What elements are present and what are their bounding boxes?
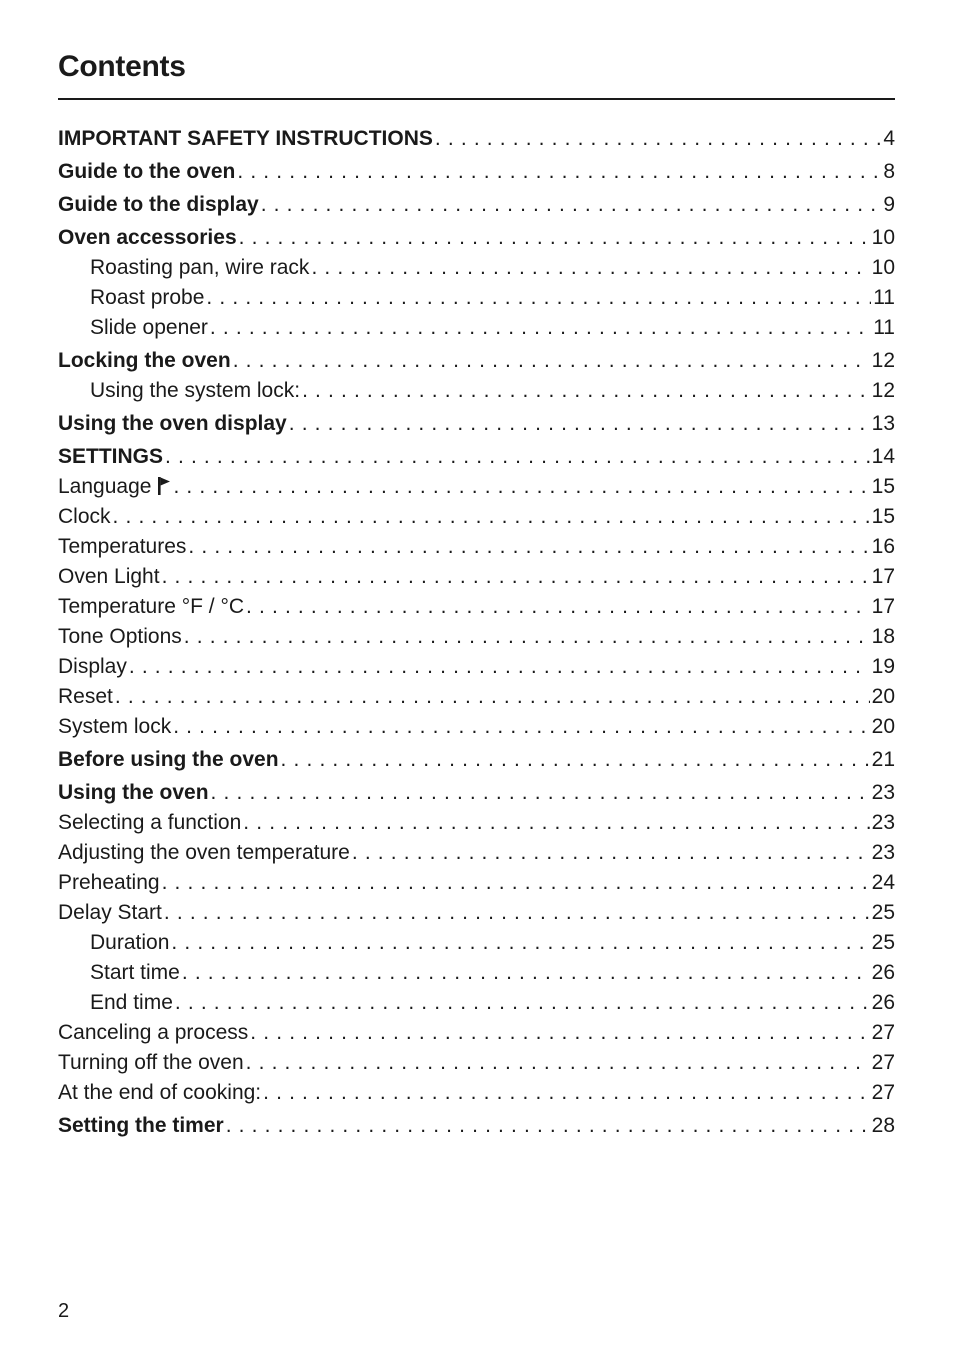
toc-entry-page: 17 [871,565,895,588]
toc-entry[interactable] [58,592,895,622]
toc-entry[interactable] [58,157,895,187]
dot-leader [206,283,871,313]
toc-entry-page: 4 [883,127,895,150]
toc-entry-page: 15 [871,505,895,528]
toc-entry-label [58,409,287,439]
dot-leader [115,682,870,712]
dot-leader [113,502,870,532]
toc-entry-label [58,808,241,838]
toc-entry-label [90,928,169,958]
dot-leader [211,778,870,808]
toc-entry-text: Using the oven display [58,412,287,435]
toc-entry-label [58,1111,224,1141]
dot-leader [162,868,870,898]
toc-entry-text: Oven Light [58,565,160,588]
toc-entry[interactable] [58,988,895,1018]
toc-entry[interactable] [58,1048,895,1078]
toc-entry-label [58,532,186,562]
page-title: Contents [58,50,186,83]
toc-entry-page: 23 [871,781,895,804]
toc-entry-label [58,562,160,592]
toc-entry-label [58,682,113,712]
toc-entry-label [58,124,433,154]
toc-entry-text: Using the system lock: [90,379,301,402]
toc-entry[interactable] [58,682,895,712]
title-divider [58,98,895,100]
toc-entry[interactable] [58,778,895,808]
dot-leader [171,928,869,958]
toc-entry-label [58,838,350,868]
toc-entry-label [90,988,173,1018]
toc-entry[interactable] [58,346,895,376]
dot-leader [246,592,870,622]
toc-entry[interactable] [58,376,895,406]
toc-entry[interactable] [58,190,895,220]
toc-entry-page: 23 [871,811,895,834]
toc-entry-label [58,1018,248,1048]
toc-entry-text: Guide to the oven [58,160,236,183]
toc-entry-text: Oven accessories [58,226,237,249]
dot-leader [435,124,881,154]
toc-entry-label [90,283,204,313]
dot-leader [246,1048,870,1078]
toc-entry-text: Using the oven [58,781,209,804]
toc-entry[interactable] [58,868,895,898]
toc-entry[interactable] [58,409,895,439]
dot-leader [233,346,870,376]
dot-leader [162,562,870,592]
toc-entry-label [58,1048,244,1078]
toc-entry-text: Guide to the display [58,193,259,216]
toc-entry[interactable] [58,472,895,502]
dot-leader [250,1018,869,1048]
toc-entry-label [58,190,259,220]
toc-entry-text: Before using the oven [58,748,279,771]
toc-entry-label [58,712,171,742]
toc-entry-label [58,346,231,376]
flag-icon [157,476,171,496]
toc-entry[interactable] [58,808,895,838]
toc-entry-page: 28 [871,1114,895,1137]
toc-entry-page: 26 [871,961,895,984]
toc-entry-page: 17 [871,595,895,618]
dot-leader [210,313,871,343]
toc-entry-label [58,745,279,775]
dot-leader [173,712,869,742]
toc-entry-page: 23 [871,841,895,864]
toc-entry-page: 24 [871,871,895,894]
toc-entry-page: 25 [871,931,895,954]
dot-leader [129,652,870,682]
dot-leader [226,1111,870,1141]
toc-entry-page: 27 [871,1021,895,1044]
toc-entry-label [90,313,208,343]
toc-entry-text: Selecting a function [58,811,242,834]
toc-entry-label [58,472,171,502]
toc-entry-text: End time [90,991,173,1014]
toc-entry-label [58,1078,261,1108]
toc-entry-page: 27 [871,1051,895,1074]
toc-entry-text: Turning off the oven [58,1051,244,1074]
toc-entry-page: 18 [871,625,895,648]
dot-leader [311,253,869,283]
dot-leader [173,472,869,502]
dot-leader [184,622,870,652]
toc-entry-page: 21 [871,748,895,771]
toc-entry-label [58,778,209,808]
toc-entry-page: 8 [883,160,895,183]
toc-entry-text: SETTINGS [58,445,164,468]
toc-entry[interactable] [58,532,895,562]
toc-entry-text: Clock [58,505,111,528]
toc-entry-label [90,376,300,406]
toc-entry-page: 25 [871,901,895,924]
toc-entry[interactable] [58,622,895,652]
toc-entry-text: System lock [58,715,172,738]
dot-leader [263,1078,870,1108]
toc-entry[interactable] [58,1018,895,1048]
toc-entry-text: Duration [90,931,170,954]
toc-entry[interactable] [58,928,895,958]
toc-entry[interactable] [58,958,895,988]
toc-entry-text: Canceling a process [58,1021,249,1044]
toc-entry-label [58,157,235,187]
toc-entry-page: 12 [871,349,895,372]
toc-entry[interactable] [58,712,895,742]
toc-entry-text: Roasting pan, wire rack [90,256,310,279]
toc-entry-page: 14 [871,445,895,468]
toc-entry-text: Display [58,655,127,678]
toc-entry-text: Setting the timer [58,1114,224,1137]
toc-entry[interactable] [58,1078,895,1108]
toc-entry[interactable] [58,502,895,532]
toc-entry-text: Start time [90,961,180,984]
dot-leader [175,988,870,1018]
toc-entry[interactable] [58,124,895,154]
toc-entry-text: Reset [58,685,113,708]
toc-entry-text: Roast probe [90,286,205,309]
toc-entry-text: At the end of cooking: [58,1081,262,1104]
toc-entry-page: 20 [871,715,895,738]
toc-entry-text: Delay Start [58,901,162,924]
toc-entry-text: Tone Options [58,625,182,648]
toc-entry-label [58,622,182,652]
dot-leader [164,898,870,928]
table-of-contents [58,124,895,1141]
toc-entry[interactable] [58,562,895,592]
toc-entry-page: 11 [873,286,895,309]
toc-entry[interactable] [58,313,895,343]
dot-leader [165,442,870,472]
toc-entry-text: IMPORTANT SAFETY INSTRUCTIONS [58,127,433,150]
toc-entry-label [58,502,111,532]
toc-entry-text: Temperatures [58,535,187,558]
toc-entry-text: Preheating [58,871,160,894]
dot-leader [261,190,882,220]
toc-entry-label [58,898,162,928]
toc-entry[interactable] [58,223,895,253]
dot-leader [289,409,870,439]
toc-entry-label [58,868,160,898]
toc-entry-label [90,958,180,988]
toc-entry-text: Slide opener [90,316,208,339]
dot-leader [237,157,881,187]
toc-entry-text: Temperature °F / °C [58,595,245,618]
toc-entry-page: 19 [871,655,895,678]
dot-leader [239,223,870,253]
toc-entry-page: 10 [871,256,895,279]
toc-entry-page: 15 [871,475,895,498]
dot-leader [188,532,869,562]
page-number: 2 [58,1300,70,1322]
toc-entry-page: 26 [871,991,895,1014]
toc-entry-text: Language [58,475,152,498]
toc-entry-page: 27 [871,1081,895,1104]
toc-entry-page: 10 [871,226,895,249]
dot-leader [352,838,870,868]
toc-entry[interactable] [58,283,895,313]
dot-leader [281,745,870,775]
toc-entry[interactable] [58,838,895,868]
dot-leader [302,376,870,406]
toc-entry-label [58,652,127,682]
toc-entry-text: Adjusting the oven temperature [58,841,350,864]
toc-entry[interactable] [58,898,895,928]
toc-entry-label [90,253,309,283]
toc-entry-page: 16 [871,535,895,558]
toc-entry-page: 13 [871,412,895,435]
toc-entry[interactable] [58,442,895,472]
toc-entry-page: 11 [873,316,895,339]
toc-entry-page: 12 [871,379,895,402]
toc-entry[interactable] [58,1111,895,1141]
toc-entry[interactable] [58,652,895,682]
toc-entry-label [58,592,244,622]
toc-entry-label [58,223,237,253]
toc-entry-page: 20 [871,685,895,708]
dot-leader [182,958,870,988]
toc-entry[interactable] [58,745,895,775]
toc-entry-page: 9 [883,193,895,216]
toc-entry-label [58,442,163,472]
dot-leader [243,808,869,838]
toc-entry[interactable] [58,253,895,283]
toc-entry-text: Locking the oven [58,349,231,372]
